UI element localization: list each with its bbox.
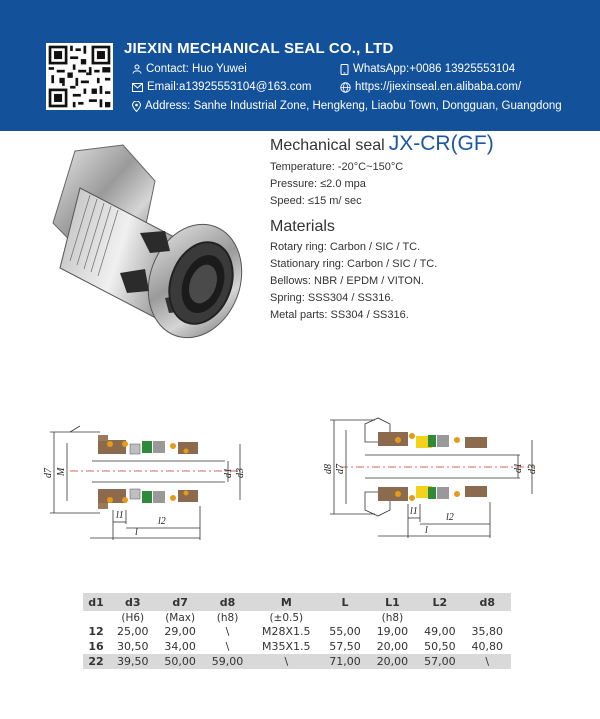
website-link[interactable]: https://jiexinseal.en.alibaba.com/ [355, 81, 522, 93]
cell: \ [225, 640, 230, 653]
table-header-row [83, 593, 511, 611]
subheader-cell [416, 611, 463, 624]
label-l1: l1 [410, 506, 418, 517]
label-l1: l1 [116, 510, 124, 521]
seal-product-photo [45, 143, 250, 343]
header-cell: d3 [109, 593, 156, 611]
material-bellows: Bellows: NBR / EPDM / VITON. [270, 275, 424, 287]
dimension-table [83, 593, 511, 669]
globe-icon [340, 82, 351, 93]
header-cell: d8 [464, 593, 511, 611]
subheader-cell [321, 611, 368, 624]
cell: 57,50 [329, 640, 361, 653]
table-subheader-row [83, 611, 511, 624]
whatsapp-line[interactable] [340, 63, 515, 75]
spec-speed: Speed: ≤15 m/ sec [270, 195, 362, 207]
material-rotary-ring: Rotary ring: Carbon / SIC / TC. [270, 241, 421, 253]
label-M: M [56, 467, 67, 476]
cell: 19,00 [376, 625, 409, 638]
email-line[interactable] [132, 81, 311, 93]
cell: 39,50 [109, 654, 156, 669]
label-l2: l2 [158, 516, 166, 527]
materials-heading: Materials [270, 218, 335, 235]
address-line [132, 100, 562, 112]
cell: M28X1.5 [262, 625, 311, 638]
subheader-cell: (h8) [381, 611, 404, 624]
cell: 20,00 [369, 654, 416, 669]
phone-icon [340, 64, 349, 75]
location-pin-icon [132, 101, 141, 112]
header-banner [0, 0, 600, 131]
label-d3: d3 [235, 468, 246, 478]
subheader-cell: (h8) [216, 611, 239, 624]
contact-line [132, 63, 247, 75]
address-text: Address: Sanhe Industrial Zone, Hengkeng, Liaobu Town, Dongguan, Guangdong [145, 100, 562, 112]
cell: 30,50 [117, 640, 149, 653]
cell: 55,00 [329, 625, 361, 638]
label-d7: d7 [335, 464, 346, 474]
company-name: JIEXIN MECHANICAL SEAL CO., LTD [124, 40, 394, 57]
label-d8: d8 [323, 464, 334, 474]
header-cell: L2 [416, 593, 463, 611]
header-cell: d7 [156, 593, 203, 611]
cell: 16 [88, 640, 104, 653]
cross-section-drawing-left [40, 418, 255, 548]
subheader-cell [83, 611, 109, 624]
label-d1: d1 [223, 468, 234, 478]
cell: 25,00 [117, 625, 149, 638]
product-model: JX-CR(GF) [388, 132, 494, 155]
material-spring: Spring: SSS304 / SS316. [270, 292, 394, 304]
label-d3: d3 [527, 464, 538, 474]
label-l: l [425, 525, 428, 536]
cell: \ [464, 654, 511, 669]
qr-code[interactable] [46, 43, 113, 110]
cell: \ [251, 654, 321, 669]
label-d1: d1 [513, 463, 524, 473]
header-cell: L1 [369, 593, 416, 611]
email-text: Email:a13925553104@163.com [147, 81, 312, 93]
spec-pressure: Pressure: ≤2.0 mpa [270, 178, 366, 190]
cell: 59,00 [204, 654, 251, 669]
subheader-cell: (Max) [165, 611, 196, 624]
cross-section-drawing-right [320, 412, 545, 547]
product-label: Mechanical seal [270, 137, 385, 154]
cell: 40,80 [471, 640, 504, 653]
cell: 57,00 [416, 654, 463, 669]
subheader-cell [464, 611, 511, 624]
cell: 22 [83, 654, 109, 669]
website-line[interactable] [340, 81, 521, 93]
subheader-cell: (±0.5) [269, 611, 304, 624]
table-row [83, 639, 511, 654]
person-icon [132, 64, 142, 74]
header-cell: L [321, 593, 368, 611]
mail-icon [132, 83, 143, 92]
cell: 29,00 [164, 625, 196, 638]
cell: M35X1.5 [262, 640, 311, 653]
cell: 50,50 [424, 640, 456, 653]
product-title [270, 132, 494, 156]
cell: 20,00 [376, 640, 409, 653]
cell: 49,00 [424, 625, 456, 638]
table-row [83, 624, 511, 639]
material-metal-parts: Metal parts: SS304 / SS316. [270, 309, 409, 321]
cell: 71,00 [321, 654, 368, 669]
header-cell: d8 [204, 593, 251, 611]
cell: 50,00 [156, 654, 203, 669]
table-row [83, 654, 511, 669]
header-cell: M [251, 593, 321, 611]
whatsapp-text: WhatsApp:+0086 13925553104 [353, 63, 516, 75]
spec-temperature: Temperature: -20°C~150°C [270, 161, 404, 173]
subheader-cell: (H6) [121, 611, 145, 624]
label-l: l [135, 527, 138, 538]
cell: 35,80 [471, 625, 504, 638]
contact-text: Contact: Huo Yuwei [146, 63, 247, 75]
label-d7: d7 [43, 468, 54, 478]
label-l2: l2 [446, 512, 454, 523]
cell: 12 [88, 625, 104, 638]
cell: \ [225, 625, 230, 638]
header-cell: d1 [83, 593, 109, 611]
material-stationary-ring: Stationary ring: Carbon / SIC / TC. [270, 258, 438, 270]
cell: 34,00 [164, 640, 196, 653]
